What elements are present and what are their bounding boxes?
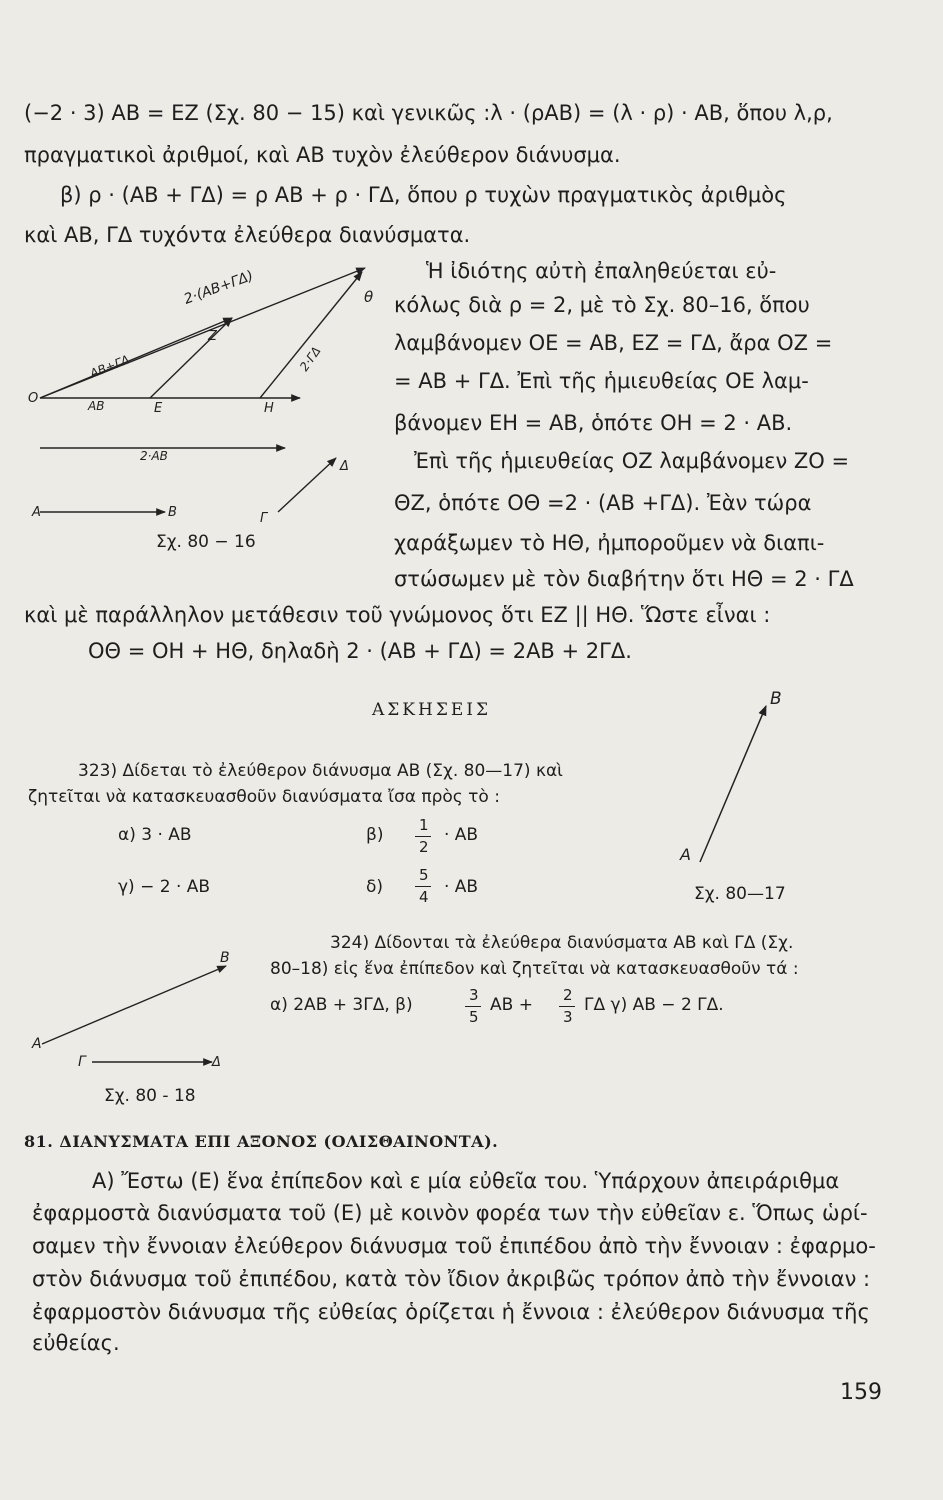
fig16-caption: Σχ. 80 − 16 <box>156 532 256 552</box>
text-line-6: κόλως διὰ ρ = 2, μὲ τὸ Σχ. 80–16, ὅπου <box>394 293 810 317</box>
text-line-3: β) ρ · (AB + ΓΔ) = ρ AB + ρ · ΓΔ, ὅπου ρ τυχὼν πραγματικὸς ἀριθμὸς <box>60 183 787 207</box>
text-line-11: ΘZ, ὁπότε OΘ =2 · (AB +ΓΔ). Ἐὰν τώρα <box>394 491 812 515</box>
text-line-14: καὶ μὲ παράλληλον μετάθεσιν τοῦ γνώμονος ὅτι EZ || HΘ. Ὥστε εἶναι : <box>24 603 771 627</box>
text-line-15: OΘ = OH + HΘ, δηλαδὴ 2 · (AB + ΓΔ) = 2AB + 2ΓΔ. <box>88 639 632 663</box>
ex324-f1-num: 3 <box>469 986 479 1004</box>
text-line-7: λαμβάνομεν OE = AB, EZ = ΓΔ, ἄρα OZ = <box>394 331 833 355</box>
fig17-label-a: A <box>680 845 691 864</box>
text-line-12: χαράξωμεν τὸ HΘ, ἠμποροῦμεν νὰ διαπι- <box>394 531 825 555</box>
section-81-line-2: ἐφαρμοστὰ διανύσματα τοῦ (E) μὲ κοινὸν φορέα των τὴν εὐθεῖαν ε. Ὅπως ὡρί- <box>32 1201 868 1225</box>
ex324-end: ΓΔ γ) AB − 2 ΓΔ. <box>584 995 724 1015</box>
label-h: H <box>264 401 274 416</box>
ex323-b-suffix: · AB <box>444 825 479 845</box>
ex323-d-num: 5 <box>419 866 429 884</box>
section-81-title: 81. ΔΙΑΝΥΣΜΑΤΑ ΕΠΙ ΑΞΟΝΟΣ (ΟΛΙΣΘΑΙΝΟΝΤΑ). <box>24 1132 499 1151</box>
fig18-label-b: B <box>220 950 230 966</box>
label-o: O <box>28 391 39 406</box>
section-81-line-1: A) Ἔστω (E) ἕνα ἐπίπεδον καὶ ε μία εὐθεῖα του. Ὑπάρχουν ἀπειράριθμα <box>92 1169 840 1193</box>
page-number: 159 <box>840 1380 882 1405</box>
fig17-caption: Σχ. 80—17 <box>694 884 786 904</box>
ex324-f1-den: 5 <box>469 1008 479 1026</box>
ex324-f2-num: 2 <box>563 986 573 1004</box>
ex323-d-suffix: · AB <box>444 877 479 897</box>
text-line-8: = AB + ΓΔ. Ἐπὶ τῆς ἡμιευθείας OE λαμ- <box>394 369 809 393</box>
label-delta: Δ <box>340 459 349 474</box>
text-line-5: Ἡ ἰδιότης αὐτὴ ἐπαληθεύεται εὐ- <box>426 259 777 283</box>
vector-ab-18 <box>42 966 226 1044</box>
label-theta: θ <box>364 288 374 306</box>
text-line-4: καὶ AB, ΓΔ τυχόντα ἐλεύθερα διανύσματα. <box>24 223 471 247</box>
ex323-d-den: 4 <box>419 888 429 906</box>
label-2ab: 2·AB <box>140 449 168 463</box>
text-line-9: βάνομεν EH = AB, ὁπότε OH = 2 · AB. <box>394 411 793 435</box>
ex323-b-num: 1 <box>419 816 429 834</box>
fig18-label-delta: Δ <box>212 1055 221 1070</box>
text-line-10: Ἐπὶ τῆς ἡμιευθείας OZ λαμβάνομεν ZO = <box>414 449 850 473</box>
ex324-line-2: 80–18) εἰς ἕνα ἐπίπεδον καὶ ζητεῖται νὰ κατασκευασθοῦν τά : <box>270 959 799 979</box>
label-ab-1: AB <box>88 399 105 413</box>
text-line-2: πραγματικοὶ ἀριθμοί, καὶ AB τυχὸν ἐλεύθερον διάνυσμα. <box>24 143 621 167</box>
ex323-a: α) 3 · AB <box>118 825 192 845</box>
label-2-gd: 2·ΓΔ <box>296 344 324 374</box>
section-title-exercises: ΑΣΚΗΣΕΙΣ <box>372 700 491 720</box>
fig18-label-a: A <box>32 1036 42 1052</box>
label-gamma: Γ <box>260 511 268 526</box>
label-e: E <box>154 401 163 416</box>
ex324-a: α) 2AB + 3ΓΔ, β) <box>270 995 413 1015</box>
label-a: A <box>32 505 41 520</box>
ex323-c: γ) − 2 · AB <box>118 877 211 897</box>
label-b: B <box>168 505 177 520</box>
section-81-line-5: ἐφαρμοστὸν διάνυσμα τῆς εὐθείας ὁρίζεται ἡ ἔννοια : ἐλεύθερον διάνυσμα τῆς <box>32 1300 870 1324</box>
ex324-line-1: 324) Δίδονται τὰ ἐλεύθερα διανύσματα AB καὶ ΓΔ (Σχ. <box>330 933 794 953</box>
fig18-caption: Σχ. 80 - 18 <box>104 1086 196 1106</box>
label-ab-gd: AB+ΓΔ <box>87 352 132 381</box>
ex323-b-den: 2 <box>419 838 429 856</box>
label-z: Z <box>208 329 217 344</box>
fig17-label-b: B <box>770 689 782 709</box>
text-line-1: (−2 · 3) AB = EZ (Σχ. 80 − 15) καὶ γενικῶς :λ · (ρAB) = (λ · ρ) · AB, ὅπου λ,ρ, <box>24 101 833 125</box>
section-81-line-6: εὐθείας. <box>32 1331 120 1355</box>
ex323-b-label: β) <box>366 825 384 845</box>
text-line-13: στώσωμεν μὲ τὸν διαβήτην ὅτι HΘ = 2 · ΓΔ <box>394 567 854 591</box>
label-2-ab-gd: 2·(AB+ΓΔ) <box>181 267 256 308</box>
section-81-line-4: στὸν διάνυσμα τοῦ ἐπιπέδου, κατὰ τὸν ἴδιον ἀκριβῶς τρόπον ἀπὸ τὴν ἔννοιαν : <box>32 1267 871 1291</box>
ex324-f2-den: 3 <box>563 1008 573 1026</box>
ex323-d-label: δ) <box>366 877 384 897</box>
section-81-line-3: σαμεν τὴν ἔννοιαν ἐλεύθερον διάνυσμα τοῦ ἐπιπέδου ἀπὸ τὴν ἔννοιαν : ἐφαρμο- <box>32 1234 876 1258</box>
ex323-line-2: ζητεῖται νὰ κατασκευασθοῦν διανύσματα ἴσα πρὸς τὸ : <box>28 787 500 807</box>
ex323-line-1: 323) Δίδεται τὸ ἐλεύθερον διάνυσμα AB (Σχ. 80—17) καὶ <box>78 761 563 781</box>
ex324-mid: AB + <box>490 995 533 1015</box>
fig18-label-gamma: Γ <box>78 1054 86 1070</box>
